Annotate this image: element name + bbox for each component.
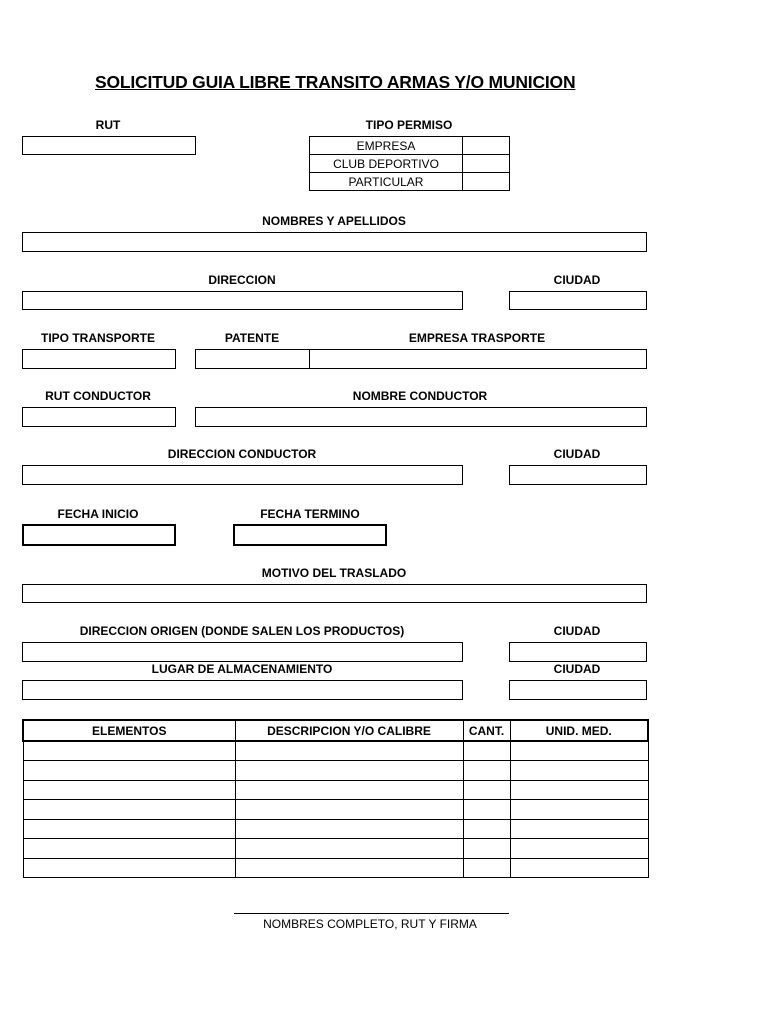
ciudad-conductor-label: CIUDAD xyxy=(553,447,601,461)
motivo-traslado-field[interactable] xyxy=(22,584,647,603)
cell-unidad[interactable] xyxy=(510,761,648,781)
cell-descripcion[interactable] xyxy=(235,819,463,839)
permit-row-club xyxy=(310,155,510,173)
nombre-conductor-field[interactable] xyxy=(195,407,647,427)
rut-field[interactable] xyxy=(22,136,196,155)
cell-descripcion[interactable] xyxy=(235,780,463,800)
column-header-elementos: ELEMENTOS xyxy=(23,720,235,741)
ciudad-almacenamiento-label: CIUDAD xyxy=(553,662,601,676)
tipo-permiso-label: TIPO PERMISO xyxy=(365,118,453,132)
cell-cantidad[interactable] xyxy=(463,839,510,859)
direccion-conductor-label: DIRECCION CONDUCTOR xyxy=(167,447,317,461)
nombre-conductor-label: NOMBRE CONDUCTOR xyxy=(352,389,488,403)
ciudad-conductor-field[interactable] xyxy=(509,465,647,485)
tipo-permiso-table xyxy=(309,136,510,191)
cell-unidad[interactable] xyxy=(510,780,648,800)
cell-descripcion[interactable] xyxy=(235,761,463,781)
fecha-termino-label: FECHA TERMINO xyxy=(260,507,360,521)
permit-option-label: PARTICULAR xyxy=(310,173,463,191)
cell-cantidad[interactable] xyxy=(463,858,510,878)
rut-conductor-field[interactable] xyxy=(22,407,176,427)
rut-label: RUT xyxy=(95,118,121,132)
cell-descripcion[interactable] xyxy=(235,858,463,878)
patente-label: PATENTE xyxy=(224,331,280,345)
empresa-trasporte-label: EMPRESA TRASPORTE xyxy=(408,331,546,345)
elements-table xyxy=(22,719,649,878)
cell-elementos[interactable] xyxy=(23,858,235,878)
fecha-termino-field[interactable] xyxy=(233,524,387,546)
cell-elementos[interactable] xyxy=(23,761,235,781)
cell-unidad[interactable] xyxy=(510,800,648,820)
cell-descripcion[interactable] xyxy=(235,800,463,820)
direccion-origen-field[interactable] xyxy=(22,642,463,662)
nombres-apellidos-label: NOMBRES Y APELLIDOS xyxy=(262,214,406,228)
permit-option-label: CLUB DEPORTIVO xyxy=(310,155,463,173)
cell-elementos[interactable] xyxy=(23,780,235,800)
table-row xyxy=(23,761,648,781)
cell-unidad[interactable] xyxy=(510,741,648,761)
permit-particular-checkbox[interactable] xyxy=(463,173,510,191)
ciudad-field[interactable] xyxy=(509,291,647,310)
column-header-cantidad: CANT. xyxy=(463,720,510,741)
empresa-trasporte-field[interactable] xyxy=(310,349,647,369)
permit-option-label: EMPRESA xyxy=(310,137,463,155)
motivo-traslado-label: MOTIVO DEL TRASLADO xyxy=(261,566,407,580)
cell-unidad[interactable] xyxy=(510,858,648,878)
fecha-inicio-field[interactable] xyxy=(22,524,176,546)
ciudad-label: CIUDAD xyxy=(553,273,601,287)
cell-cantidad[interactable] xyxy=(463,800,510,820)
cell-cantidad[interactable] xyxy=(463,741,510,761)
direccion-field[interactable] xyxy=(22,291,463,310)
cell-cantidad[interactable] xyxy=(463,780,510,800)
direccion-label: DIRECCION xyxy=(208,273,276,287)
permit-club-checkbox[interactable] xyxy=(463,155,510,173)
table-row xyxy=(23,780,648,800)
tipo-transporte-label: TIPO TRANSPORTE xyxy=(40,331,156,345)
lugar-almacenamiento-label: LUGAR DE ALMACENAMIENTO xyxy=(151,662,333,676)
fecha-inicio-label: FECHA INICIO xyxy=(57,507,139,521)
form-title: SOLICITUD GUIA LIBRE TRANSITO ARMAS Y/O MUNICION xyxy=(95,72,576,92)
patente-field[interactable] xyxy=(195,349,310,369)
elements-header-row xyxy=(23,720,648,741)
column-header-unidad: UNID. MED. xyxy=(510,720,648,741)
elements-table-body xyxy=(23,741,648,878)
cell-descripcion[interactable] xyxy=(235,839,463,859)
permit-row-particular xyxy=(310,173,510,191)
cell-unidad[interactable] xyxy=(510,819,648,839)
permit-empresa-checkbox[interactable] xyxy=(463,137,510,155)
rut-conductor-label: RUT CONDUCTOR xyxy=(45,389,151,403)
table-row xyxy=(23,819,648,839)
cell-unidad[interactable] xyxy=(510,839,648,859)
tipo-transporte-field[interactable] xyxy=(22,349,176,369)
table-row xyxy=(23,858,648,878)
cell-cantidad[interactable] xyxy=(463,761,510,781)
column-header-descripcion: DESCRIPCION Y/O CALIBRE xyxy=(235,720,463,741)
cell-elementos[interactable] xyxy=(23,800,235,820)
cell-descripcion[interactable] xyxy=(235,741,463,761)
direccion-origen-label: DIRECCION ORIGEN (DONDE SALEN LOS PRODUCTOS) xyxy=(79,624,405,638)
table-row xyxy=(23,839,648,859)
ciudad-origen-label: CIUDAD xyxy=(553,624,601,638)
signature-line[interactable] xyxy=(234,913,509,914)
direccion-conductor-field[interactable] xyxy=(22,465,463,485)
cell-elementos[interactable] xyxy=(23,839,235,859)
signature-label: NOMBRES COMPLETO, RUT Y FIRMA xyxy=(263,917,477,931)
ciudad-almacenamiento-field[interactable] xyxy=(509,680,647,700)
lugar-almacenamiento-field[interactable] xyxy=(22,680,463,700)
cell-elementos[interactable] xyxy=(23,819,235,839)
cell-cantidad[interactable] xyxy=(463,819,510,839)
permit-row-empresa xyxy=(310,137,510,155)
table-row xyxy=(23,741,648,761)
cell-elementos[interactable] xyxy=(23,741,235,761)
table-row xyxy=(23,800,648,820)
nombres-apellidos-field[interactable] xyxy=(22,232,647,252)
ciudad-origen-field[interactable] xyxy=(509,642,647,662)
